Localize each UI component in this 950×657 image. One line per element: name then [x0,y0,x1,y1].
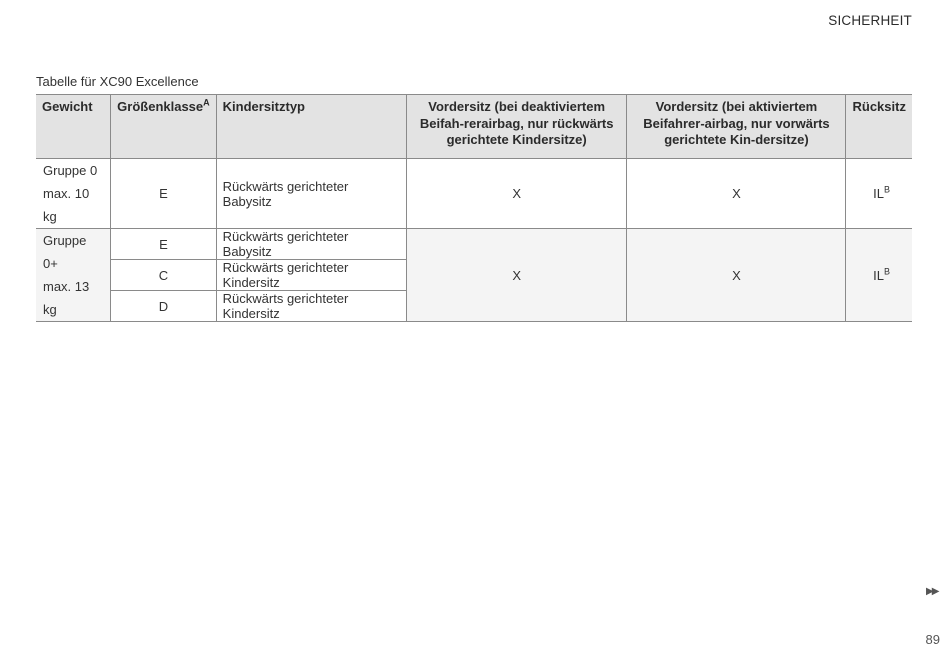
col-header-front-deactivated: Vordersitz (bei deaktiviertem Beifah-rerairbag, nur rückwärts gerichtete Kindersitze) [406,95,626,159]
size-class-cell: C [111,260,217,291]
group-weight: max. 10 kg [43,186,90,224]
group-name: Gruppe 0 [43,163,98,178]
table-caption: Tabelle für XC90 Excellence [36,74,199,89]
seat-type-cell: Rückwärts gerichteter Babysitz [216,229,406,260]
col-header-seat-type: Kindersitztyp [216,95,406,159]
rear-cell: $IL^B$ [846,229,912,322]
rear-cell: $IL^B$ [846,159,912,229]
double-triangle-right-icon[interactable]: ▶▶ [926,586,938,597]
front-activated-cell: X [627,159,846,229]
col-header-weight: Gewicht [42,99,93,114]
table-row [36,229,912,260]
size-class-cell: E [111,159,217,229]
col-header-size-class: Größenklasse$^A$ [111,95,217,159]
group-cell [36,229,111,322]
col-header-rear: Rücksitz [846,95,912,159]
group-name: Gruppe 0+ [43,233,87,271]
table-row [36,159,912,229]
table-header-row [36,95,912,159]
page-number: 89 [925,632,940,647]
front-deactivated-cell: X [406,229,626,322]
footnote-a: A [203,97,210,108]
size-class-cell: D [111,291,217,322]
section-title: SICHERHEIT [828,13,912,28]
seat-type-cell: Rückwärts gerichteter Babysitz [216,159,406,229]
size-class-cell: E [111,229,217,260]
seat-type-cell: Rückwärts gerichteter Kindersitz [216,291,406,322]
child-seat-table [36,94,912,322]
group-weight: max. 13 kg [43,279,90,317]
front-activated-cell: X [627,229,846,322]
seat-type-cell: Rückwärts gerichteter Kindersitz [216,260,406,291]
front-deactivated-cell: X [406,159,626,229]
group-cell [36,159,111,229]
col-header-front-activated: Vordersitz (bei aktiviertem Beifahrer-airbag, nur vorwärts gerichtete Kin-dersitze) [627,95,846,159]
